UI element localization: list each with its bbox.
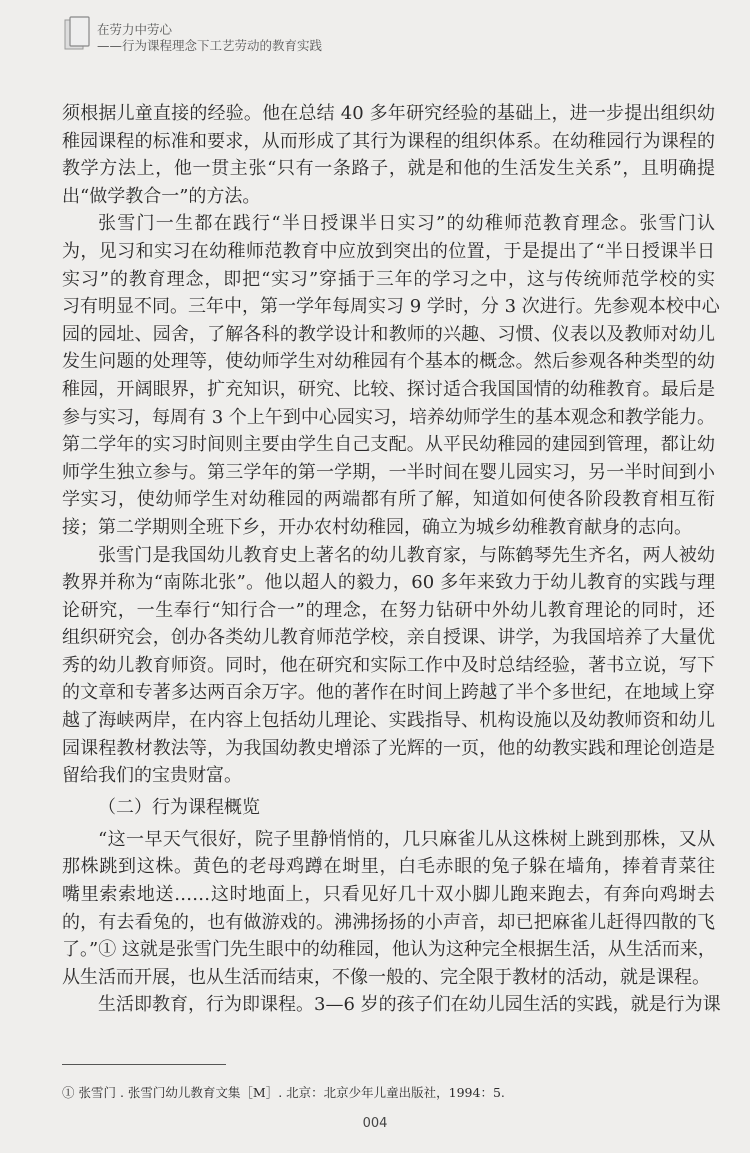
text-line: 参与实习，每周有 3 个上午到中心园实习，培养幼师学生的基本观念和教学能力。 [62,406,715,428]
text-line: 习有明显不同。三年中，第一学年每周实习 9 学时，分 3 次进行。先参观本校中心 [62,296,720,318]
text-line: 为，见习和实习在幼稚师范教育中应放到突出的位置，于是提出了“半日授课半日 [62,240,715,262]
footnote-divider [62,1064,226,1065]
text-line: 园课程教材教法等，为我国幼教史增添了光辉的一页，他的幼教实践和理论创造是 [62,737,715,759]
text-line: 了。”① 这就是张雪门先生眼中的幼稚园，他认为这种完全根据生活，从生活而来， [62,939,716,961]
text-line: 师学生独立参与。第三学年的第一学期，一半时间在婴儿园实习，另一半时间到小 [62,461,715,483]
page-number: 004 [362,1116,388,1131]
body-text [62,100,721,1019]
text-line: 须根据儿童直接的经验。他在总结 40 多年研究经验的基础上，进一步提出组织幼 [62,103,715,124]
section-heading: （二）行为课程概览 [98,796,260,818]
text-line: 出“做学教合一”的方法。 [62,185,261,207]
text-line: 的文章和专著多达两百余万字。他的著作在时间上跨越了半个多世纪，在地域上穿 [62,682,715,704]
text-line: 教学方法上，他一贯主张“只有一条路子，就是和他的生活发生关系”，且明确提 [62,158,715,180]
paragraph [62,542,715,790]
text-line: 论研究，一生奉行“知行合一”的理念，在努力钻研中外幼儿教育理论的同时，还 [62,599,715,621]
text-line: 的，有去看兔的，也有做游戏的。沸沸扬扬的小声音，却已把麻雀儿赶得四散的飞 [62,911,715,933]
text-line: 教界并称为“南陈北张”。他以超人的毅力，60 多年来致力于幼儿教育的实践与理 [62,572,715,594]
text-line: 嘴里索索地送……这时地面上，只看见好几十双小脚儿跑来跑去，有奔向鸡埘去 [62,884,715,906]
text-line: 稚园，开阔眼界，扩充知识，研究、比较、探讨适合我国国情的幼稚教育。最后是 [62,378,715,400]
text-line: 第二学年的实习时间则主要由学生自己支配。从平民幼稚园的建园到管理，都让幼 [62,434,715,456]
text-line: 园的园址、园舍，了解各科的教学设计和教师的兴趣、习惯、仪表以及教师对幼儿 [62,323,715,345]
text-line: 学实习，使幼师学生对幼稚园的两端都有所了解，知道如何使各阶段教育相互衔 [62,489,715,511]
text-line: 实习”的教育理念，即把“实习”穿插于三年的学习之中，这与传统师范学校的实 [62,268,715,290]
text-line: 生活即教育，行为即课程。3—6 岁的孩子们在幼儿园生活的实践，就是行为课 [98,994,721,1016]
paragraph [62,991,721,1019]
book-subtitle: ——行为课程理念下工艺劳动的教育实践 [97,38,323,53]
paragraph [62,210,720,541]
text-line: 接；第二学期则全班下乡，开办农村幼稚园，确立为城乡幼稚教育献身的志向。 [62,516,692,538]
text-line: 发生问题的处理等，使幼师学生对幼稚园有个基本的概念。然后参观各种类型的幼 [62,351,715,373]
book-icon [64,16,90,50]
book-title: 在劳力中劳心 [97,22,173,37]
text-line: “这一早天气很好，院子里静悄悄的，几只麻雀儿从这株树上跳到那株，又从 [98,828,715,850]
paragraph [62,826,715,992]
text-line: 从生活而开展，也从生活而结束，不像一般的、完全限于教材的活动，就是课程。 [62,966,710,988]
paragraph [62,100,715,210]
text-line: 张雪门是我国幼儿教育史上著名的幼儿教育家，与陈鹤琴先生齐名，两人被幼 [98,544,715,566]
text-line: 留给我们的宝贵财富。 [62,765,242,787]
text-line: 那株跳到这株。黄色的老母鸡蹲在埘里，白毛赤眼的兔子躲在墙角，捧着青菜往 [62,856,715,878]
text-line: 张雪门一生都在践行“半日授课半日实习”的幼稚师范教育理念。张雪门认 [98,213,715,235]
text-line: 秀的幼儿教育师资。同时，他在研究和实际工作中及时总结经验，著书立说，写下 [62,654,715,676]
footnote: ① 张雪门 . 张雪门幼儿教育文集［M］. 北京：北京少年儿童出版社，1994：5. [62,1085,505,1100]
text-line: 组织研究会，创办各类幼儿教育师范学校，亲自授课、讲学，为我国培养了大量优 [62,627,715,649]
text-line: 越了海峡两岸，在内容上包括幼儿理论、实践指导、机构设施以及幼教师资和幼儿 [62,710,715,732]
text-line: 稚园课程的标准和要求，从而形成了其行为课程的组织体系。在幼稚园行为课程的 [62,130,715,152]
